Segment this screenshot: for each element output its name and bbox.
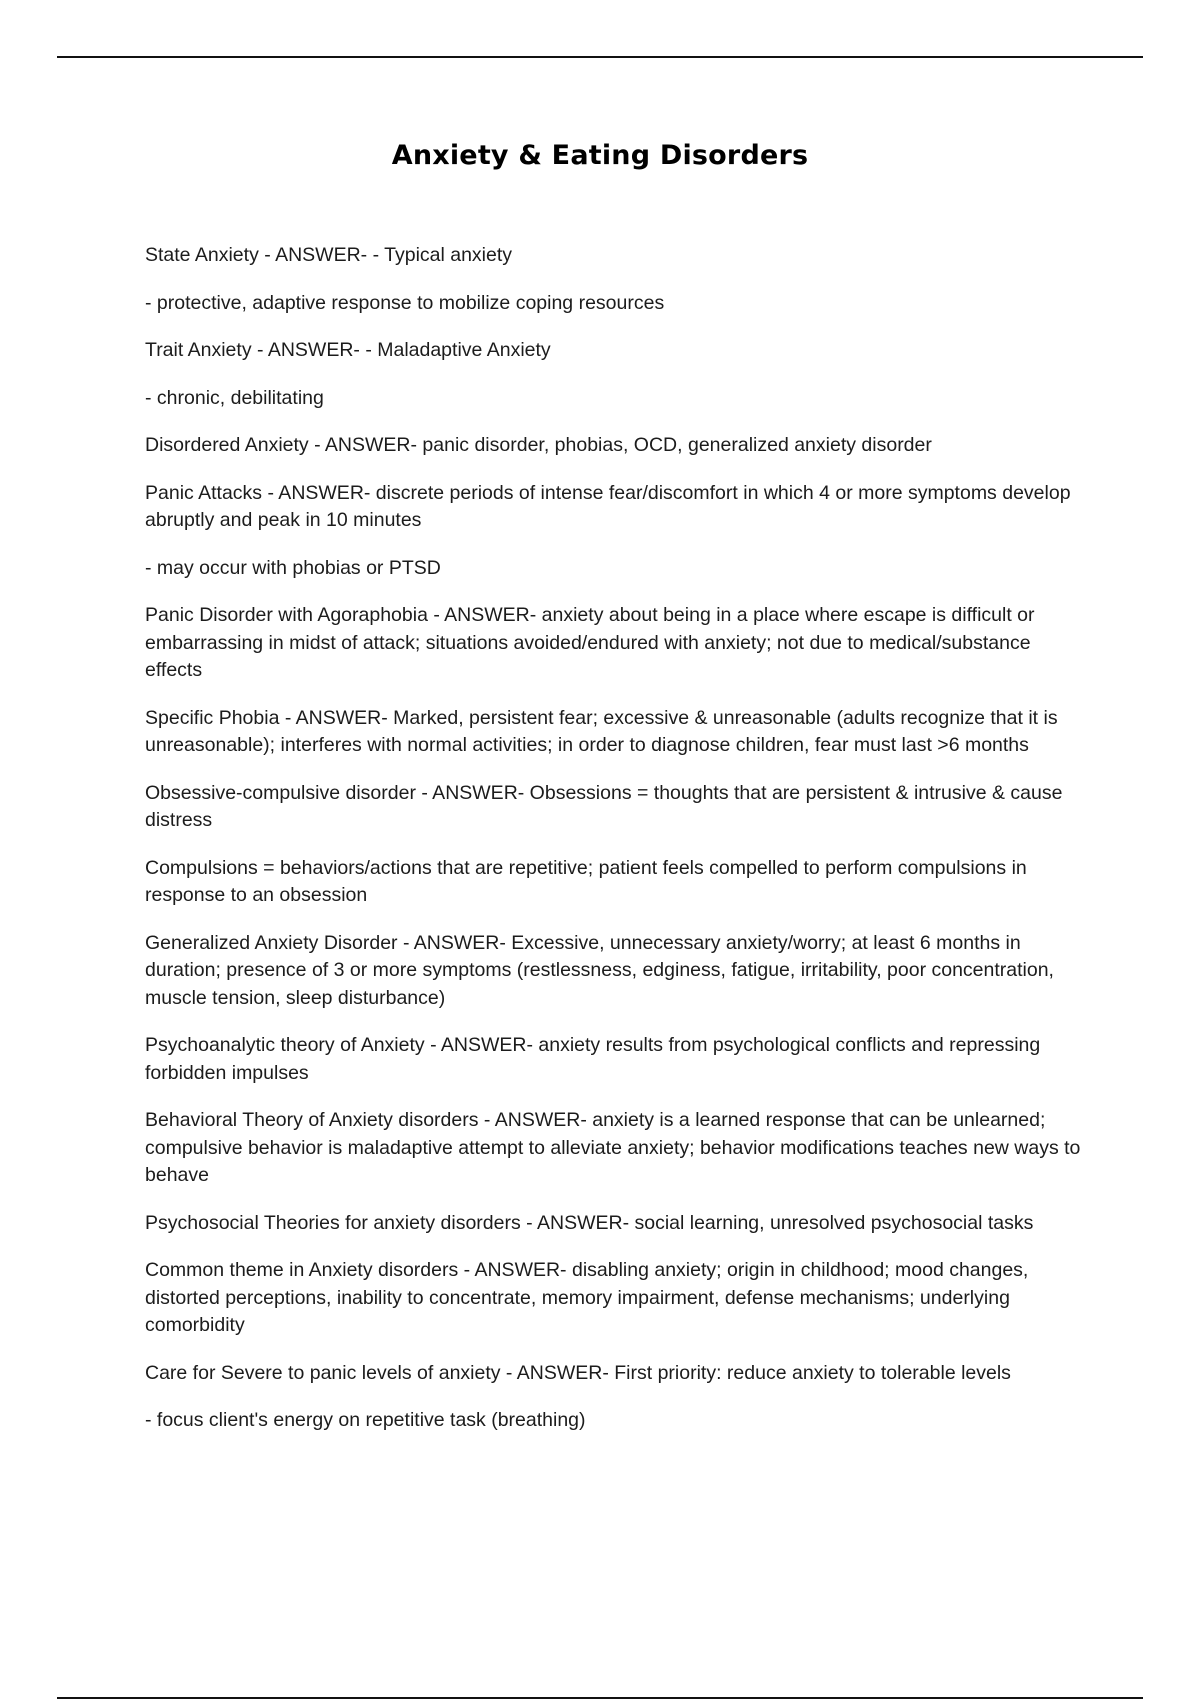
paragraph: - focus client's energy on repetitive task (breathing) — [145, 1409, 586, 1431]
document-body — [145, 242, 1085, 1455]
paragraph: Disordered Anxiety - ANSWER- panic disorder, phobias, OCD, generalized anxiety disorder — [145, 434, 932, 456]
paragraph: Compulsions = behaviors/actions that are repetitive; patient feels compelled to perform compulsions in response to an obsession — [145, 856, 1027, 906]
paragraph: Obsessive-compulsive disorder - ANSWER- Obsessions = thoughts that are persistent & intrusive & cause distress — [145, 781, 1063, 831]
paragraph: - chronic, debilitating — [145, 386, 324, 409]
paragraph: Panic Disorder with Agoraphobia - ANSWER- anxiety about being in a place where escape is difficult or embarrassing in midst of attack; situations avoided/endured with anxiety; not due to medical/substance effects — [145, 604, 1035, 681]
paragraph: Specific Phobia - ANSWER- Marked, persistent fear; excessive & unreasonable (adults recognize that it is unreasonable); interferes with normal activities; in order to diagnose children, fear must last >6 months — [145, 706, 1058, 756]
paragraph: Care for Severe to panic levels of anxiety - ANSWER- First priority: reduce anxiety to tolerable levels — [145, 1361, 1011, 1384]
paragraph: State Anxiety - ANSWER- - Typical anxiety — [145, 244, 513, 266]
paragraph: Psychoanalytic theory of Anxiety - ANSWER- anxiety results from psychological conflicts and repressing forbidden impulses — [145, 1034, 1041, 1084]
footer-rule — [57, 1697, 1143, 1699]
document-title: Anxiety & Eating Disorders — [391, 140, 809, 171]
paragraph: Panic Attacks - ANSWER- discrete periods of intense fear/discomfort in which 4 or more symptoms develop abruptly and peak in 10 minutes — [145, 481, 1071, 531]
paragraph: Common theme in Anxiety disorders - ANSWER- disabling anxiety; origin in childhood; mood changes, distorted perceptions, inability to concentrate, memory impairment, defense mechanisms; underlying comorbidity — [145, 1259, 1029, 1336]
paragraph: - may occur with phobias or PTSD — [145, 556, 441, 579]
paragraph: Behavioral Theory of Anxiety disorders - ANSWER- anxiety is a learned response that can be unlearned; compulsive behavior is maladaptive attempt to alleviate anxiety; behavior modifications teaches new ways to behave — [145, 1109, 1081, 1186]
paragraph: Psychosocial Theories for anxiety disorders - ANSWER- social learning, unresolved psychosocial tasks — [145, 1211, 1034, 1234]
paragraph: Trait Anxiety - ANSWER- - Maladaptive Anxiety — [145, 339, 551, 361]
paragraph: Generalized Anxiety Disorder - ANSWER- Excessive, unnecessary anxiety/worry; at least 6 months in duration; presence of 3 or more symptoms (restlessness, edginess, fatigue, irritability, poor concentration, muscle tension, sleep disturbance) — [145, 931, 1054, 1009]
paragraph: - protective, adaptive response to mobilize coping resources — [145, 291, 665, 314]
header-rule — [57, 56, 1143, 58]
